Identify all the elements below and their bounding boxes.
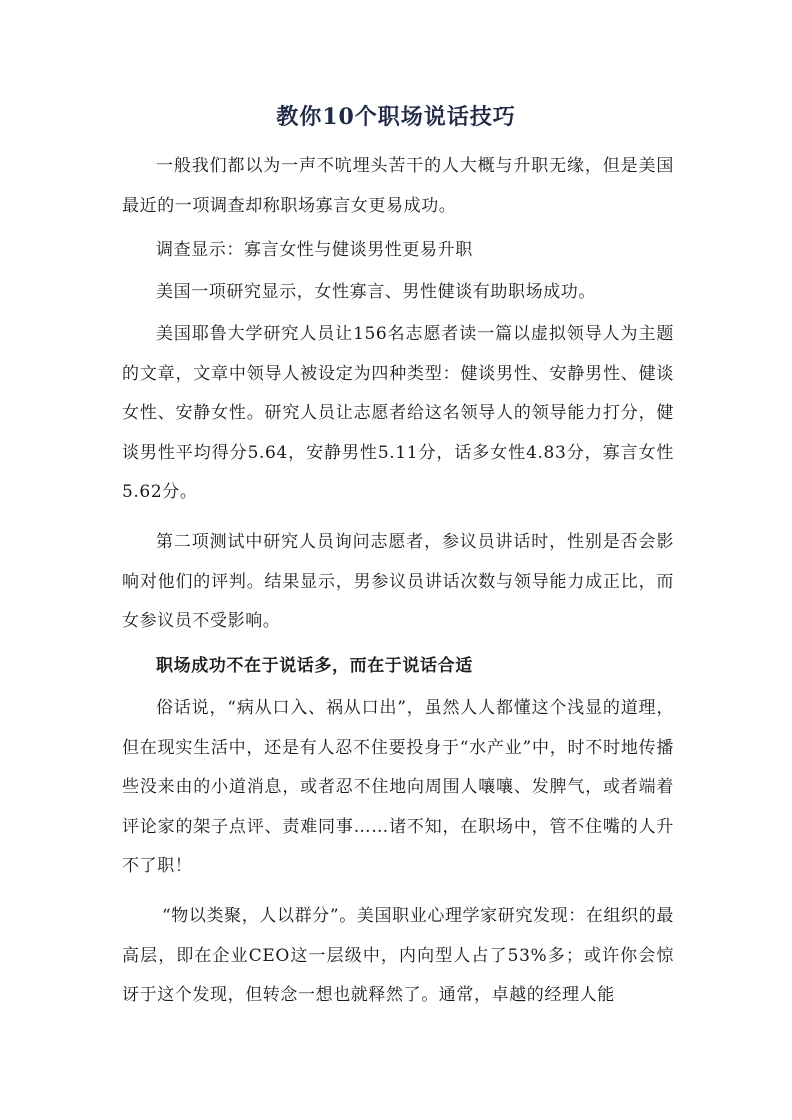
- paragraph-proverb: 俗话说，“病从口入、祸从口出”，虽然人人都懂这个浅显的道理，但在现实生活中，还是有人忍不住要投身于“水产业”中，时不时地传播些没来由的小道消息，或者忍不住地向周围人嚷嚷、发脾气，或者端着评论家的架子点评、责难同事……诸不知，在职场中，管不住嘴的人升不了职！: [122, 698, 674, 876]
- paragraph-survey-heading: 调查显示：寡言女性与健谈男性更易升职: [156, 240, 473, 260]
- paragraph-ceo-study: “物以类聚，人以群分”。美国职业心理学家研究发现：在组织的最高层，即在企业CEO这一层级中，内向型人占了53%多；或许你会惊讶于这个发现，但转念一想也就释然了。通常，卓越的经理人能: [122, 906, 674, 1005]
- paragraph-intro: 一般我们都以为一声不吭埋头苦干的人大概与升职无缘，但是美国最近的一项调查却称职场寡言女更易成功。: [122, 156, 674, 216]
- paragraph-yale-study: 美国耶鲁大学研究人员让156名志愿者读一篇以虚拟领导人为主题的文章，文章中领导人被设定为四种类型：健谈男性、安静男性、健谈女性、安静女性。研究人员让志愿者给这名领导人的领导能力打分，健谈男性平均得分5.64，安静男性5.11分，话多女性4.83分，寡言女性5.62分。: [122, 324, 674, 502]
- paragraph-second-test: 第二项测试中研究人员询问志愿者，参议员讲话时，性别是否会影响对他们的评判。结果显示，男参议员讲话次数与领导能力成正比，而女参议员不受影响。: [122, 532, 674, 631]
- document-title: 教你10个职场说话技巧: [276, 104, 516, 130]
- section-heading: 职场成功不在于说话多，而在于说话合适: [156, 656, 473, 676]
- paragraph-study-summary: 美国一项研究显示，女性寡言、男性健谈有助职场成功。: [156, 282, 596, 302]
